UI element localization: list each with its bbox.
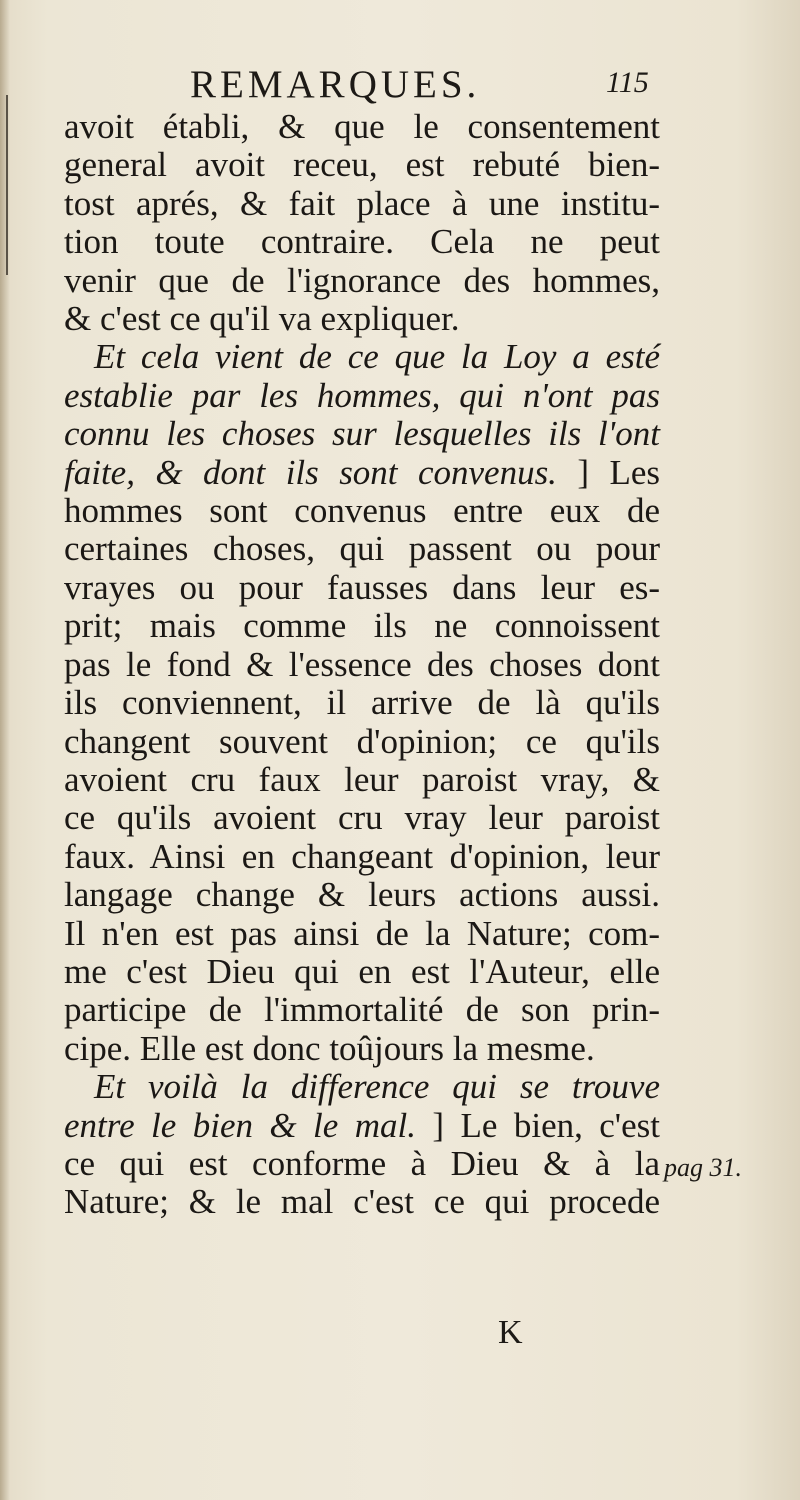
text-line: cipe. Elle est donc toûjours la mesme. [64, 1028, 595, 1068]
text-line: avoit établi, & que le consentement [64, 107, 660, 146]
text-line: venir que de l'ignorance des hommes, [64, 260, 660, 300]
quote-text: entre le bien & le mal. [64, 1105, 416, 1145]
text-line: faux. Ainsi en changeant d'opinion, leur [64, 836, 660, 876]
text-line: changent souvent d'opinion; ce qu'ils [64, 721, 660, 761]
page-edge-shadow [0, 0, 10, 1500]
text-line: pas le fond & l'essence des choses dont [64, 644, 660, 684]
bracket-text: ] Les [577, 452, 660, 492]
text-line: me c'est Dieu qui en est l'Auteur, elle [64, 951, 660, 991]
page-number: 115 [606, 66, 649, 99]
text-line: certaines choses, qui passent ou pour [64, 529, 660, 569]
margin-rule [6, 95, 8, 275]
quote-closing-line [64, 1107, 660, 1145]
running-head: REMARQUES. [190, 63, 481, 106]
text-line: Nature; & le mal c'est ce qui procede [64, 1182, 660, 1222]
text-line: general avoit receu, est rebuté bien- [64, 145, 660, 185]
text-line: ce qui est conforme à Dieu & à la [64, 1143, 660, 1183]
quote-line: Et cela vient de ce que la Loy a esté [94, 337, 660, 377]
text-line: vrayes ou pour fausses dans leur es- [64, 567, 660, 607]
text-line: prit; mais comme ils ne connoissent [64, 606, 660, 646]
text-line: & c'est ce qu'il va expliquer. [64, 299, 460, 339]
bracket-text: ] Le bien, c'est [432, 1105, 660, 1145]
page-header [0, 62, 800, 112]
text-line: ils conviennent, il arrive de là qu'ils [64, 683, 660, 723]
quote-line: connu les choses sur lesquelles ils l'ont [64, 414, 660, 454]
text-line: ce qu'ils avoient cru vray leur paroist [64, 798, 660, 838]
text-line: participe de l'immortalité de son prin- [64, 990, 660, 1030]
text-line: langage change & leurs actions aussi. [64, 875, 660, 915]
quote-line: establie par les hommes, qui n'ont pas [64, 375, 660, 415]
body-text [64, 108, 660, 1222]
text-line: Il n'en est pas ainsi de la Nature; com- [64, 913, 660, 953]
text-line: avoient cru faux leur paroist vray, & [64, 759, 660, 799]
quote-line: Et voilà la difference qui se trouve [94, 1067, 660, 1107]
signature-mark: K [498, 1314, 523, 1351]
quote-closing-line [64, 454, 660, 492]
text-line: tion toute contraire. Cela ne peut [64, 222, 660, 262]
text-line: tost aprés, & fait place à une institu- [64, 183, 660, 223]
margin-note: pag 31. [664, 1153, 742, 1182]
quote-text: faite, & dont ils sont convenus. [64, 452, 557, 492]
text-line: hommes sont convenus entre eux de [64, 491, 660, 531]
